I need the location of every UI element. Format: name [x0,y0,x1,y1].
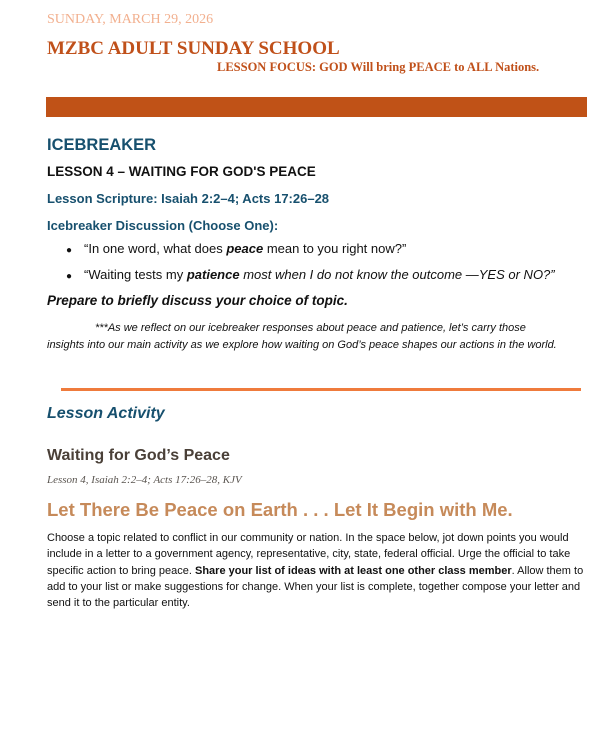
prepare-note: Prepare to briefly discuss your choice of topic. [47,293,348,308]
bullet-text: “In one word, what does [84,241,227,256]
bullet-icon: ● [66,271,73,282]
activity-subtitle: Let There Be Peace on Earth . . . Let It Begin with Me. [47,499,513,520]
discussion-bullet [66,241,406,256]
instructions-text: . Allow them to add to your list or make suggestions for change. When your list is complete, together compose your letter and send it to the particular entity. [47,564,584,610]
lesson-scripture: Lesson Scripture: Isaiah 2:2–4; Acts 17:26–28 [47,191,330,206]
transition-paragraph: ***As we reflect on our icebreaker responses about peace and patience, let’s carry those insights into our main activity as we explore how waiting on God’s peace shapes our actions in the world. [47,322,557,351]
discussion-bullet [66,267,555,282]
activity-reference: Lesson 4, Isaiah 2:2–4; Acts 17:26–28, KJV [47,474,242,486]
activity-title: Waiting for God’s Peace [47,447,230,464]
bullet-text: “Waiting tests my [84,267,187,282]
bullet-emphasis: peace [226,241,264,256]
lesson-focus: LESSON FOCUS: GOD Will bring PEACE to ALL Nations. [217,60,540,74]
activity-instructions [47,530,587,611]
date-line: SUNDAY, MARCH 29, 2026 [47,12,214,27]
bullet-icon: ● [66,245,73,256]
instructions-emphasis: Share your list of ideas with at least one other class member [194,564,512,577]
discussion-label: Icebreaker Discussion (Choose One): [47,218,279,233]
bullet-text: most when I do not know the outcome —YES or NO?” [239,267,555,282]
activity-heading: Lesson Activity [47,405,165,422]
page-title: MZBC ADULT SUNDAY SCHOOL [47,38,340,59]
bullet-emphasis: patience [186,267,240,282]
bullet-text: mean to you right now?” [263,241,407,256]
section-divider [61,388,581,391]
instructions-text: Choose a topic related to conflict in our community or nation. In the space below, jot down points you would include in a letter to a government agency, representative, city, state, federal official. Urge the official to take specific action to bring peace. [47,532,571,577]
icebreaker-heading: ICEBREAKER [47,136,157,154]
header-accent-bar [46,97,587,117]
lesson-title: LESSON 4 – WAITING FOR GOD'S PEACE [47,164,316,179]
